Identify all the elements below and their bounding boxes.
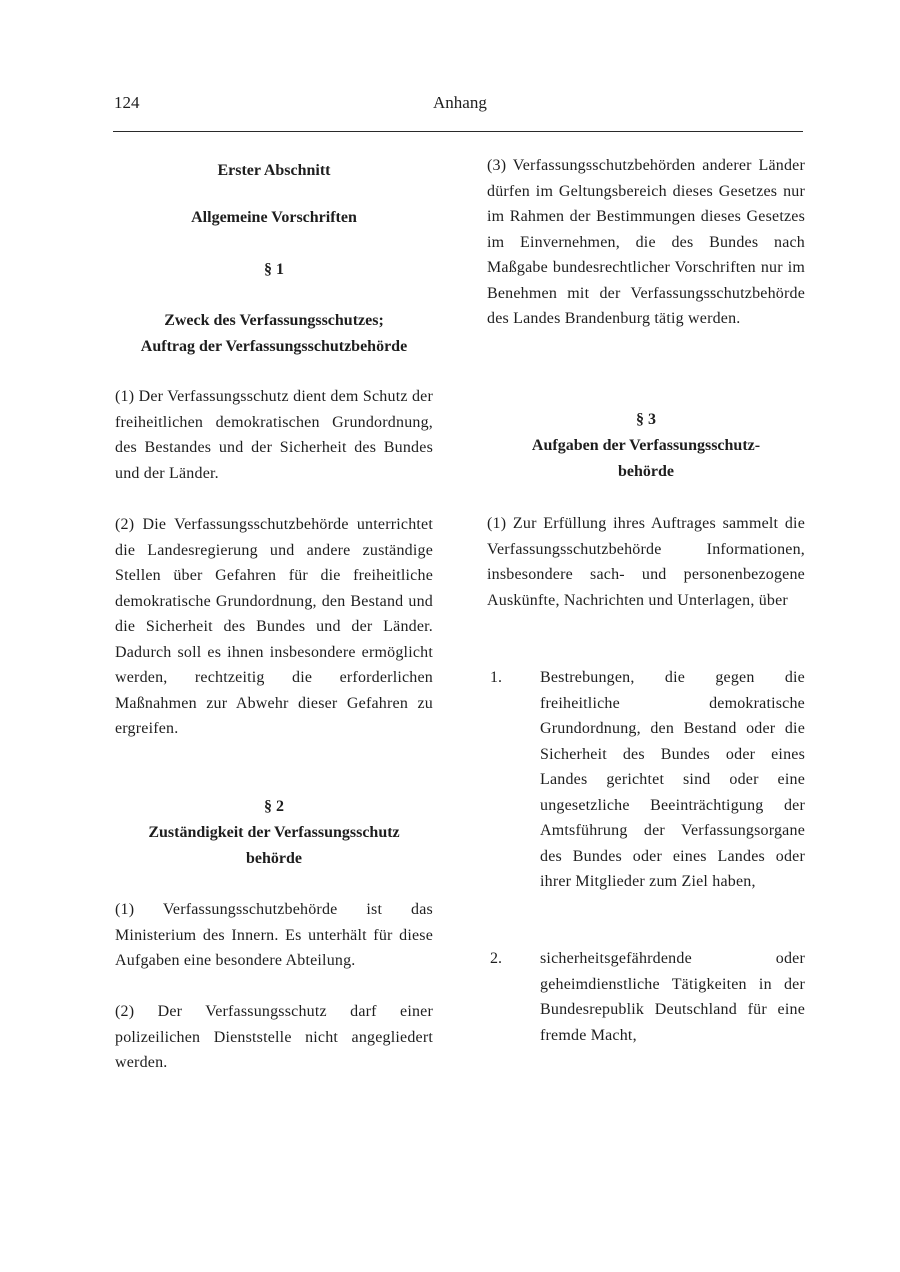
paragraph-3-number: § 3 <box>636 411 656 428</box>
paragraph-2-subsection-3: (3) Verfassungsschutzbehörden anderer Länder dürfen im Geltungsbereich dieses Gesetzes nur im Rahmen der Bestimmungen dieses Gesetzes im Einvernehmen, die des Bundes nach Maßgabe bundesrechtlicher Vorschriften nur im Benehmen mit der Verfassungsschutzbehörde des Landes Brandenburg tätig werden. <box>487 157 805 327</box>
page-number: 124 <box>114 93 140 112</box>
paragraph-1-subsection-2: (2) Die Verfassungsschutzbehörde unterrichtet die Landesregierung und andere zuständige Stellen über Gefahren für die freiheitliche demokratische Grundordnung, den Bestand und die Sicherheit des Bundes und der Länder. Dadurch soll es ihnen insbesondere ermöglicht werden, rechtzeitig die erforderlichen Maßnahmen zur Abwehr dieser Gefahren zu ergreifen. <box>115 516 433 737</box>
paragraph-2-subsection-2: (2) Der Verfassungsschutz darf einer polizeilichen Dienststelle nicht angegliedert werden. <box>115 1003 433 1071</box>
paragraph-2-title-line-1: Zuständigkeit der Verfassungsschutz <box>148 824 400 841</box>
list-item-text: Bestrebungen, die gegen die freiheitliche demokratische Grundordnung, den Bestand oder die Sicherheit des Bundes oder eines Landes gerichtet sind oder eine ungesetzliche Beeinträchtigung der Amtsführung der Verfassungsorgane des Bundes oder eines Landes oder ihrer Mitglieder zum Ziel haben, <box>540 669 805 890</box>
paragraph-3-subsection-1: (1) Zur Erfüllung ihres Auftrages sammelt die Verfassungsschutzbehörde Informationen, insbesondere sach- und personenbezogene Auskünfte, Nachrichten und Unterlagen, über <box>487 515 805 609</box>
running-head: Anhang <box>433 93 487 112</box>
paragraph-1-title-line-1: Zweck des Verfassungsschutzes; <box>164 312 384 329</box>
header-rule <box>113 131 803 132</box>
list-item-text: sicherheitsgefährdende oder geheimdienstliche Tätigkeiten in der Bundesrepublik Deutschland für eine fremde Macht, <box>540 950 805 1044</box>
list-item <box>487 946 805 1048</box>
paragraph-3-title-line-1: Aufgaben der Verfassungsschutz- <box>531 437 761 454</box>
list-item <box>487 665 805 895</box>
paragraph-2-number: § 2 <box>264 798 284 815</box>
paragraph-3-title-line-2: behörde <box>618 463 674 480</box>
paragraph-2-subsection-1: (1) Verfassungsschutzbehörde ist das Ministerium des Innern. Es unterhält für diese Aufgaben eine besondere Abteilung. <box>115 901 433 969</box>
paragraph-1-number: § 1 <box>264 261 284 278</box>
paragraph-1-subsection-1: (1) Der Verfassungsschutz dient dem Schutz der freiheitlichen demokratischen Grundordnung, des Bestandes und der Sicherheit des Bundes und der Länder. <box>115 388 433 482</box>
list-item-number: 1. <box>490 669 502 686</box>
section-title: Erster Abschnitt <box>217 162 331 179</box>
paragraph-2-title-line-2: behörde <box>246 850 302 867</box>
section-subtitle: Allgemeine Vorschriften <box>191 209 357 226</box>
paragraph-1-title-line-2: Auftrag der Verfassungsschutzbehörde <box>140 338 408 355</box>
list-item-number: 2. <box>490 950 502 967</box>
